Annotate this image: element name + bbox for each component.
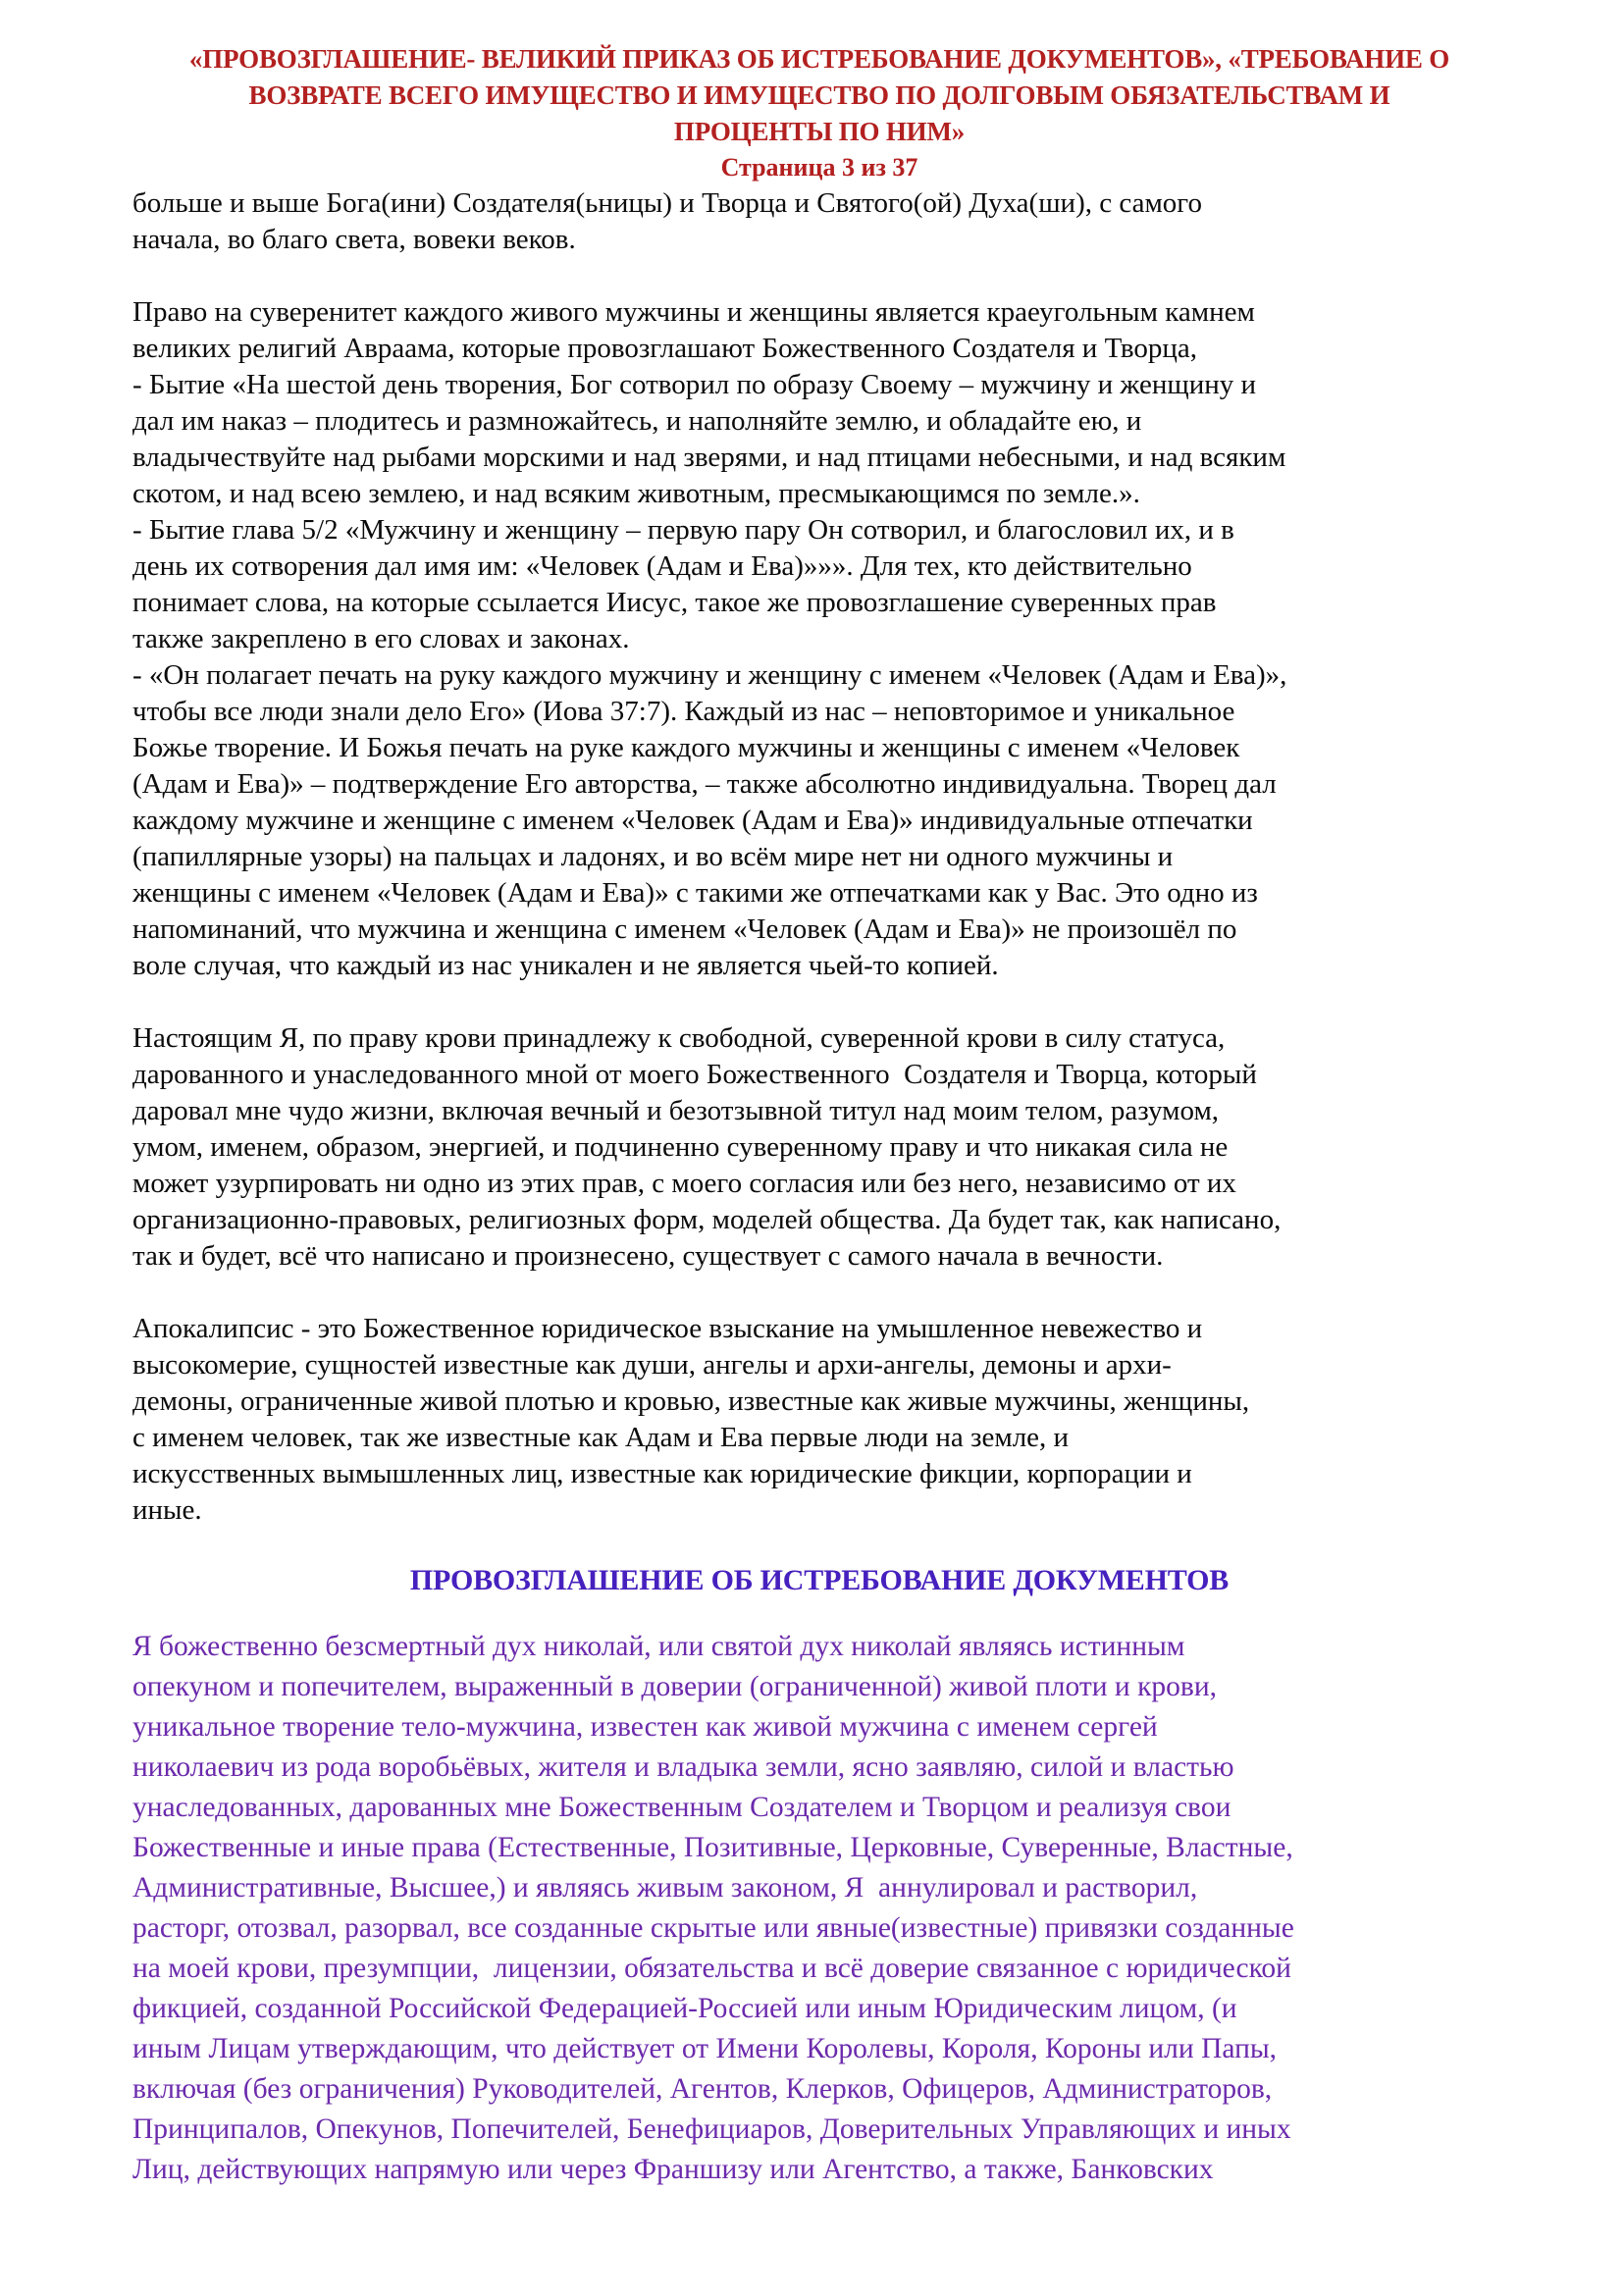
text-line: может узурпировать ни одно из этих прав, с моего согласия или без него, независимо от их: [132, 1168, 1236, 1199]
text-line: расторг, отозвал, разорвал, все созданные скрытые или явные(известные) привязки созданные: [132, 1912, 1294, 1944]
text-line: владычествуйте над рыбами морскими и над зверями, и над птицами небесными, и над всяким: [132, 442, 1286, 473]
text-line: на моей крови, презумпции, лицензии, обязательства и всё доверие связанное с юридической: [132, 1953, 1291, 1984]
text-line: фикцией, созданной Российской Федерацией-Россией или иным Юридическим лицом, (и: [132, 1993, 1237, 2024]
text-line: иные.: [132, 1494, 202, 1526]
text-line: унаследованных, дарованных мне Божественным Создателем и Творцом и реализуя свои: [132, 1792, 1231, 1823]
text-line: организационно-правовых, религиозных форм, моделей общества. Да будет так, как написано,: [132, 1204, 1282, 1235]
text-line: умом, именем, образом, энергией, и подчиненно суверенному праву и что никакая сила не: [132, 1131, 1229, 1163]
text-line: чтобы все люди знали дело Его» (Иова 37:7). Каждый из нас – неповторимое и уникальное: [132, 696, 1235, 727]
text-line: больше и выше Бога(ини) Создателя(ьницы) и Творца и Святого(ой) Духа(ши), с самого: [132, 187, 1202, 219]
text-line: Божественные и иные права (Естественные, Позитивные, Церковные, Суверенные, Властные,: [132, 1832, 1293, 1863]
text-line: ПРОЦЕНТЫ ПО НИМ»: [673, 117, 966, 146]
body-text: [132, 185, 1506, 1529]
text-line: Административные, Высшее,) и являясь живым законом, Я аннулировал и растворил,: [132, 1872, 1198, 1904]
page-number: Страница 3 из 37: [720, 153, 918, 182]
declaration-text: [132, 1627, 1506, 2190]
text-line: Принципалов, Опекунов, Попечителей, Бенефициаров, Доверительных Управляющих и иных: [132, 2113, 1291, 2145]
text-line: Право на суверенитет каждого живого мужчины и женщины является краеугольным камнем: [132, 296, 1255, 328]
text-line: понимает слова, на которые ссылается Иисус, такое же провозглашение суверенных прав: [132, 587, 1217, 618]
text-line: дал им наказ – плодитесь и размножайтесь, и наполняйте землю, и обладайте ею, и: [132, 405, 1142, 437]
text-line: уникальное творение тело-мужчина, известен как живой мужчина с именем сергей: [132, 1711, 1158, 1743]
text-line: с именем человек, так же известные как Адам и Ева первые люди на земле, и: [132, 1422, 1070, 1453]
text-line: Я божественно безсмертный дух николай, или святой дух николай являясь истинным: [132, 1631, 1185, 1662]
paragraph: [132, 294, 1506, 984]
text-line: николаевич из рода воробьёвых, жителя и владыка земли, ясно заявляю, силой и властью: [132, 1751, 1234, 1783]
text-line: «ПРОВОЗГЛАШЕНИЕ- ВЕЛИКИЙ ПРИКАЗ ОБ ИСТРЕБОВАНИЕ ДОКУМЕНТОВ», «ТРЕБОВАНИЕ О: [188, 44, 1450, 74]
text-line: иным Лицам утверждающим, что действует от Имени Королевы, Короля, Короны или Папы,: [132, 2033, 1278, 2064]
text-line: начала, во благо света, вовеки веков.: [132, 224, 576, 255]
text-line: ВОЗВРАТЕ ВСЕГО ИМУЩЕСТВО И ИМУЩЕСТВО ПО ДОЛГОВЫМ ОБЯЗАТЕЛЬСТВАМ И: [248, 80, 1390, 110]
text-line: демоны, ограниченные живой плотью и кровью, известные как живые мужчины, женщины,: [132, 1385, 1250, 1417]
text-line: даровал мне чудо жизни, включая вечный и безотзывной титул над моим телом, разумом,: [132, 1095, 1220, 1126]
text-line: Божье творение. И Божья печать на руке каждого мужчины и женщины с именем «Человек: [132, 732, 1240, 763]
paragraph: [132, 1020, 1506, 1275]
text-line: (папиллярные узоры) на пальцах и ладонях, и во всём мире нет ни одного мужчины и: [132, 841, 1174, 872]
text-line: день их сотворения дал имя им: «Человек (Адам и Ева)»»». Для тех, кто действительно: [132, 550, 1192, 582]
text-line: Лиц, действующих напрямую или через Франшизу или Агентство, а также, Банковских: [132, 2154, 1214, 2185]
paragraph: [132, 185, 1506, 258]
text-line: скотом, и над всею землею, и над всяким животным, пресмыкающимся по земле.».: [132, 478, 1140, 509]
text-line: включая (без ограничения) Руководителей, Агентов, Клерков, Офицеров, Администраторов,: [132, 2073, 1273, 2105]
text-line: - Бытие глава 5/2 «Мужчину и женщину – первую пару Он сотворил, и благословил их, и в: [132, 514, 1234, 546]
paragraph: [132, 1311, 1506, 1529]
text-line: также закреплено в его словах и законах.: [132, 623, 630, 654]
text-line: - Бытие «На шестой день творения, Бог сотворил по образу Своему – мужчину и женщину и: [132, 369, 1257, 400]
text-line: каждому мужчине и женщине с именем «Человек (Адам и Ева)» индивидуальные отпечатки: [132, 805, 1253, 836]
text-line: Апокалипсис - это Божественное юридическое взыскание на умышленное невежество и: [132, 1313, 1203, 1344]
text-line: искусственных вымышленных лиц, известные как юридические фикции, корпорации и: [132, 1458, 1192, 1489]
document-title: [132, 41, 1506, 150]
text-line: Настоящим Я, по праву крови принадлежу к свободной, суверенной крови в силу статуса,: [132, 1022, 1226, 1054]
text-line: (Адам и Ева)» – подтверждение Его авторства, – также абсолютно индивидуальна. Творец дал: [132, 768, 1277, 800]
section-heading: ПРОВОЗГЛАШЕНИЕ ОБ ИСТРЕБОВАНИЕ ДОКУМЕНТОВ: [409, 1564, 1230, 1596]
text-line: воле случая, что каждый из нас уникален и не является чьей-то копией.: [132, 950, 999, 981]
document-header: [132, 41, 1506, 185]
text-line: так и будет, всё что написано и произнесено, существует с самого начала в вечности.: [132, 1240, 1164, 1272]
text-line: великих религий Авраама, которые провозглашают Божественного Создателя и Творца,: [132, 333, 1197, 364]
text-line: - «Он полагает печать на руку каждого мужчину и женщину с именем «Человек (Адам и Ева)»,: [132, 659, 1287, 691]
text-line: напоминаний, что мужчина и женщина с именем «Человек (Адам и Ева)» не произошёл по: [132, 913, 1237, 945]
text-line: опекуном и попечителем, выраженный в доверии (ограниченной) живой плоти и крови,: [132, 1671, 1217, 1702]
text-line: дарованного и унаследованного мной от моего Божественного Создателя и Творца, который: [132, 1059, 1257, 1090]
text-line: высокомерие, сущностей известные как души, ангелы и архи-ангелы, демоны и архи-: [132, 1349, 1172, 1381]
text-line: женщины с именем «Человек (Адам и Ева)» с такими же отпечатками как у Вас. Это одно из: [132, 877, 1258, 909]
